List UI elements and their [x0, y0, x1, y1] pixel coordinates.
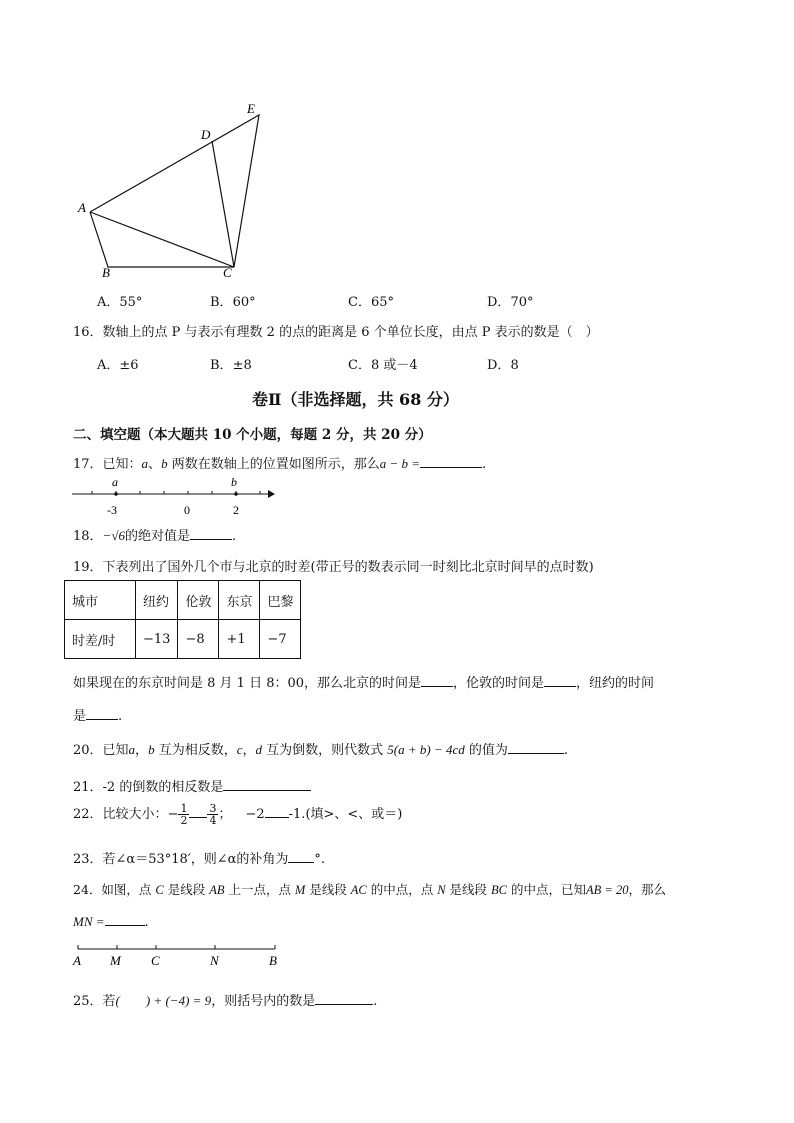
q20-p4: 互为倒数，则代数式: [262, 743, 388, 758]
q20-answer-blank[interactable]: [508, 741, 564, 754]
q16-option-b-key: B．: [210, 358, 233, 373]
q15-label-c: C: [223, 265, 232, 280]
q24-f: 是线段: [445, 882, 492, 897]
q19-header-tokyo: 东京: [219, 581, 260, 620]
q17-tick-0: 0: [184, 503, 190, 517]
q24-var-n: N: [437, 883, 446, 897]
q17-var-a: a: [141, 456, 149, 471]
q19-line1-c: ，纽约的时间: [576, 676, 655, 691]
q24-b: 是线段: [163, 882, 210, 897]
q20-p2: 互为相反数，: [154, 743, 237, 758]
q16-question: 16．数轴上的点 P 与表示有理数 2 的点的距离是 6 个单位长度，由点 P 表示的数是（ ）: [73, 325, 599, 340]
q17-number-line: [70, 474, 280, 520]
q23-end: °.: [314, 852, 326, 867]
q17-tick-2: 2: [233, 503, 239, 517]
arrow-head-icon: [268, 490, 275, 498]
q24-var-ac: AC: [350, 883, 367, 897]
q20-p3: ，: [242, 743, 256, 758]
q19-line2: [73, 705, 122, 724]
q19-line1-b: ，伦敦的时间是: [453, 676, 545, 691]
q22-cmp2-right: -1.: [288, 807, 306, 822]
q15-label-e: E: [247, 101, 255, 116]
q24-seg-label-n: N: [210, 953, 219, 968]
q18-expr: −√6: [102, 528, 125, 543]
q21-question: [73, 776, 311, 795]
q24-c: 上一点，点: [224, 882, 295, 897]
q24-seg-label-c: C: [151, 953, 160, 968]
q19-header-newyork: 纽约: [136, 581, 178, 620]
q15-option-c-text: 65°: [370, 295, 394, 310]
q16-option-b[interactable]: [210, 354, 252, 373]
q15-line-ac: [90, 212, 234, 267]
q17-point-a: [114, 492, 118, 496]
table-row: [65, 581, 301, 620]
q25-suffix: ，则括号内的数是: [211, 994, 316, 1009]
q16-option-d-text: 8: [510, 358, 519, 373]
q22-frac2-den: 4: [209, 814, 217, 827]
q25-prefix: 25．若: [73, 994, 116, 1009]
q19-line1: [73, 672, 654, 691]
q20-var-d: d: [255, 742, 262, 757]
q25-question: [73, 990, 377, 1009]
q20-p1: ，: [135, 743, 149, 758]
q22-frac2: [207, 803, 218, 826]
q18-question: [73, 525, 236, 544]
q17-answer-blank[interactable]: [420, 455, 482, 468]
part2-heading: 二、填空题（本大题共 10 个小题，每题 2 分，共 20 分）: [73, 427, 432, 443]
q24-a: 24．如图，点: [73, 882, 156, 897]
q20-prefix: 20．已知: [73, 743, 129, 758]
q20-var-b: b: [148, 742, 155, 757]
q19-header-paris: 巴黎: [260, 581, 301, 620]
q24-answer-blank[interactable]: [105, 913, 145, 926]
q24-var-c: C: [155, 883, 164, 897]
q23-question: [73, 848, 325, 867]
q24-seg-label-b: B: [269, 953, 277, 968]
q20-p5: 的值为: [464, 743, 508, 758]
q21-answer-blank[interactable]: [223, 778, 311, 791]
q24-end: .: [144, 915, 149, 930]
q19-line2-a: 是: [73, 709, 87, 724]
q15-option-b[interactable]: [210, 291, 256, 310]
q19-cell-tokyo: +1: [219, 620, 260, 659]
q19-line2-end: .: [118, 709, 123, 724]
q19-table: [64, 580, 301, 659]
q24-d: 是线段: [305, 882, 351, 897]
q15-option-a[interactable]: [97, 291, 142, 310]
q24-cond: AB = 20: [586, 883, 629, 897]
q15-label-d: D: [201, 127, 211, 142]
q17-end: .: [482, 457, 487, 472]
q19-cell-london: −8: [178, 620, 219, 659]
q16-option-a-key: A．: [97, 358, 120, 373]
q20-end: .: [563, 743, 569, 758]
q24-var-mn: MN =: [73, 914, 105, 929]
q16-option-c-text: 8 或－4: [370, 358, 418, 373]
q22-frac1-den: 2: [180, 814, 188, 827]
q16-option-d[interactable]: [487, 354, 519, 373]
q21-text: 21．-2 的倒数的相反数是: [73, 780, 224, 795]
q24-g: 的中点，已知: [507, 882, 586, 897]
q17-axis-label-a: a: [112, 475, 118, 489]
q15-option-d-text: 70°: [510, 295, 534, 310]
q22-question: [73, 803, 402, 826]
q25-answer-blank[interactable]: [315, 992, 373, 1005]
q22-frac1-num: 1: [180, 802, 188, 815]
q16-option-a[interactable]: [97, 354, 139, 373]
q16-option-d-key: D．: [487, 358, 511, 373]
q24-h: ，那么: [628, 882, 666, 897]
q15-option-d[interactable]: [487, 291, 533, 310]
q15-option-a-key: A．: [97, 295, 120, 310]
q18-end: .: [231, 529, 237, 544]
q24-var-m: M: [294, 883, 306, 897]
q22-frac2-num: 3: [209, 802, 217, 815]
q25-end: .: [373, 994, 378, 1009]
q17-question: [73, 453, 486, 472]
q15-option-c[interactable]: [348, 291, 394, 310]
q17-sep: 、: [148, 457, 162, 472]
q15-option-d-key: D．: [487, 295, 511, 310]
q22-cmp2-left: −2: [245, 807, 265, 822]
q19-blank-newyork[interactable]: [86, 707, 118, 720]
q24-line2: [73, 913, 149, 930]
q19-line1-a: 如果现在的东京时间是 8 月 1 日 8：00，那么北京的时间是: [73, 676, 422, 691]
q18-prefix: 18．: [73, 529, 103, 544]
q17-point-b: [234, 492, 238, 496]
table-row: [65, 620, 301, 659]
q24-seg-label-a: A: [73, 953, 81, 968]
q24-var-bc: BC: [491, 883, 508, 897]
q19-question: 19．下表列出了国外几个市与北京的时差(带正号的数表示同一时刻比北京时间早的点时数): [73, 560, 594, 575]
q20-question: [73, 739, 568, 758]
q15-option-b-key: B．: [210, 295, 233, 310]
q19-header-london: 伦敦: [178, 581, 219, 620]
q22-frac1: [178, 803, 189, 826]
q24-line1: [73, 880, 666, 898]
q22-blank-2[interactable]: [265, 805, 289, 818]
q15-line-dc: [212, 141, 234, 267]
q19-cell-newyork: −13: [136, 620, 178, 659]
q22-frac1-sign: −: [167, 807, 179, 822]
q19-blank-beijing[interactable]: [421, 674, 453, 687]
q25-expr: ( ) + (−4) = 9: [115, 993, 212, 1008]
q17-axis-label-b: b: [231, 475, 237, 489]
q22-blank-1[interactable]: [189, 805, 207, 818]
q18-answer-blank[interactable]: [190, 527, 232, 540]
q15-option-c-key: C．: [348, 295, 371, 310]
q24-e: 的中点，点: [366, 882, 438, 897]
q19-blank-london[interactable]: [544, 674, 576, 687]
q15-option-b-text: 60°: [232, 295, 256, 310]
q19-row-label: 时差/时: [65, 620, 136, 659]
q18-suffix: 的绝对值是: [124, 529, 190, 544]
q16-option-b-text: ±8: [232, 358, 252, 373]
q15-label-a: A: [78, 200, 86, 215]
q16-option-c[interactable]: [348, 354, 418, 373]
q22-prefix: 22．比较大小：: [73, 807, 168, 822]
q20-var-c: c: [236, 742, 243, 757]
q22-mid: ；: [218, 807, 232, 822]
q24-var-ab: AB: [209, 883, 225, 897]
q23-text: 23．若∠α＝53°18′，则∠α的补角为: [73, 852, 289, 867]
section-title: 卷Ⅱ（非选择题，共 68 分）: [252, 390, 459, 409]
q19-header-city: 城市: [65, 581, 136, 620]
q24-segment-figure: [70, 940, 285, 970]
q15-figure: [70, 95, 280, 285]
q23-answer-blank[interactable]: [288, 850, 314, 863]
q17-prefix: 17．已知：: [73, 457, 142, 472]
q17-var-b: b: [161, 456, 168, 471]
q16-option-a-text: ±6: [119, 358, 139, 373]
q24-seg-label-m: M: [110, 953, 121, 968]
q22-note: (填>、<、或＝): [305, 807, 403, 822]
q16-option-c-key: C．: [348, 358, 371, 373]
q17-mid: 两数在数轴上的位置如图所示，那么: [167, 457, 380, 472]
q17-expr: a − b =: [379, 456, 420, 471]
q20-var-a: a: [128, 742, 136, 757]
q15-label-b: B: [102, 265, 110, 280]
q19-cell-paris: −7: [260, 620, 301, 659]
q15-option-a-text: 55°: [119, 295, 143, 310]
q17-tick-m3: -3: [107, 503, 117, 517]
q20-expr: 5(a + b) − 4cd: [387, 742, 465, 757]
